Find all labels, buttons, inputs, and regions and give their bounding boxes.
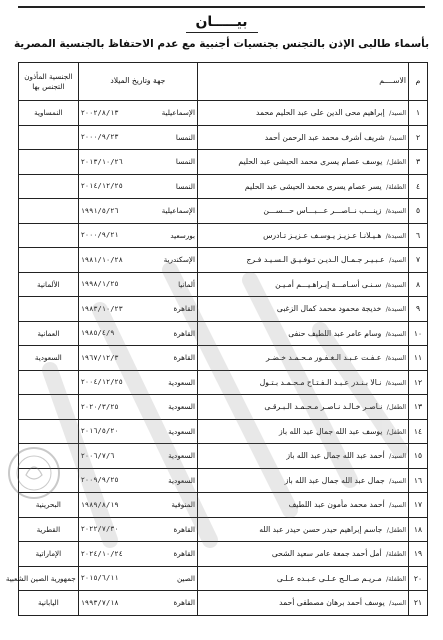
table-row bbox=[19, 591, 428, 616]
applicant-name: أحمد محمد مأمون عبد اللطيف bbox=[288, 500, 385, 510]
applicant-name: جمال عبد الله جمال عبد الله باز bbox=[284, 475, 385, 485]
applicant-title: السيد/ bbox=[389, 501, 406, 510]
birth-date: ٢٠٠٦/٧/٦ bbox=[78, 444, 138, 469]
nationality bbox=[19, 297, 79, 322]
applicant-name-cell bbox=[198, 199, 409, 224]
birth-place: الإسكندرية bbox=[138, 248, 198, 273]
applicant-name: يوسف عبد الله جمال عبد الله باز bbox=[278, 426, 383, 436]
table-header-row bbox=[19, 63, 428, 101]
applicant-name-cell bbox=[198, 468, 409, 493]
applicant-title: السيدة/ bbox=[385, 305, 406, 314]
table-row bbox=[19, 297, 428, 322]
table-row bbox=[19, 223, 428, 248]
table-row bbox=[19, 517, 428, 542]
applicant-name: أمل أحمد جمعة عامر سعيد الشحى bbox=[271, 549, 382, 559]
birth-date: ١٩٩١/٥/٢٦ bbox=[78, 199, 138, 224]
birth-date: ١٩٩٣/٧/١٨ bbox=[78, 591, 138, 616]
birth-place: المنوفية bbox=[138, 493, 198, 518]
nationality: الإماراتية bbox=[19, 542, 79, 567]
applicant-title: السيدة/ bbox=[385, 231, 406, 240]
birth-place: السعودية bbox=[138, 395, 198, 420]
row-number: ٣ bbox=[409, 150, 428, 175]
table-row bbox=[19, 321, 428, 346]
row-number: ٥ bbox=[409, 199, 428, 224]
applicant-name: شريف أشرف محمد عبد الرحمن أحمد bbox=[264, 132, 385, 142]
applicant-name-cell bbox=[198, 346, 409, 371]
applicant-title: الطفل/ bbox=[386, 525, 406, 534]
birth-place: الصين bbox=[138, 566, 198, 591]
birth-place: القاهرة bbox=[138, 517, 198, 542]
birth-date: ٢٠١٤/١٢/٢٥ bbox=[78, 174, 138, 199]
birth-date: ٢٠٠٤/١٢/٢٥ bbox=[78, 370, 138, 395]
table-row bbox=[19, 395, 428, 420]
birth-place: ألمانيا bbox=[138, 272, 198, 297]
birth-date: ٢٠١٣/١٠/٢٦ bbox=[78, 150, 138, 175]
birth-place: القاهرة bbox=[138, 542, 198, 567]
row-number: ٧ bbox=[409, 248, 428, 273]
nationality bbox=[19, 150, 79, 175]
birth-date: ٢٠٠٩/٩/٢٥ bbox=[78, 468, 138, 493]
applicant-name-cell bbox=[198, 395, 409, 420]
birth-place: القاهرة bbox=[138, 321, 198, 346]
birth-place: النمسا bbox=[138, 174, 198, 199]
document-subheading: بأسماء طالبى الإذن بالتجنس بجنسيات أجنبية مع عدم الاحتفاظ بالجنسية المصرية bbox=[13, 38, 430, 50]
applicant-name: خديجة محمود محمد كمال الزغبى bbox=[276, 304, 382, 314]
table-row bbox=[19, 174, 428, 199]
applicant-name-cell bbox=[198, 272, 409, 297]
applicant-name: نـالا بـنـدر عـبـد الـفـتـاح مـحـمـد بـتـول bbox=[259, 377, 382, 387]
applicant-name: إبراهيم محى الدين على عبد الحليم محمد bbox=[256, 108, 385, 118]
birth-place: السعودية bbox=[138, 370, 198, 395]
nationality bbox=[19, 444, 79, 469]
nationality bbox=[19, 248, 79, 273]
birth-place: السعودية bbox=[138, 468, 198, 493]
applicant-title: الطفلة/ bbox=[386, 550, 406, 559]
applicant-name-cell bbox=[198, 444, 409, 469]
birth-place: القاهرة bbox=[138, 346, 198, 371]
applicant-title: الطفل/ bbox=[386, 427, 406, 436]
column-header-name: الاســــم bbox=[198, 63, 409, 101]
applicant-name: يوسف أحمد برهان مصطفى أحمد bbox=[279, 598, 385, 608]
birth-date: ٢٠١٥/٦/١١ bbox=[78, 566, 138, 591]
applicant-name-cell bbox=[198, 566, 409, 591]
table-row bbox=[19, 272, 428, 297]
applicant-title: السيد/ bbox=[389, 599, 406, 608]
birth-place: السعودية bbox=[138, 419, 198, 444]
birth-place: الإسماعيلية bbox=[138, 199, 198, 224]
nationality bbox=[19, 370, 79, 395]
applicant-name-cell bbox=[198, 542, 409, 567]
applicant-name-cell bbox=[198, 370, 409, 395]
birth-date: ١٩٦٧/١٢/٣ bbox=[78, 346, 138, 371]
birth-date: ١٩٨١/١٠/٢٨ bbox=[78, 248, 138, 273]
row-number: ٢٠ bbox=[409, 566, 428, 591]
applicant-name-cell bbox=[198, 297, 409, 322]
birth-date: ٢٠٢٠/٣/٢٥ bbox=[78, 395, 138, 420]
row-number: ٨ bbox=[409, 272, 428, 297]
birth-place: النمسا bbox=[138, 150, 198, 175]
applicant-title: السيد/ bbox=[389, 476, 406, 485]
applicant-name-cell bbox=[198, 493, 409, 518]
table-row bbox=[19, 346, 428, 371]
row-number: ١٧ bbox=[409, 493, 428, 518]
table-row bbox=[19, 468, 428, 493]
nationality: البحرينية bbox=[19, 493, 79, 518]
nationality: السعودية bbox=[19, 346, 79, 371]
birth-date: ١٩٨٣/١٠/٢٣ bbox=[78, 297, 138, 322]
birth-place: النمسا bbox=[138, 125, 198, 150]
top-rule bbox=[18, 6, 425, 8]
applicant-name-cell bbox=[198, 223, 409, 248]
applicant-name-cell bbox=[198, 125, 409, 150]
applicant-name-cell bbox=[198, 248, 409, 273]
applicant-name: جاسم إبراهيم حيدر حسن حيدر عبد الله bbox=[259, 524, 383, 534]
applicant-name: سـنـى أسـامـــة إبـراهـيـــم أمـيـن bbox=[275, 279, 382, 289]
birth-place: السعودية bbox=[138, 444, 198, 469]
birth-date: ٢٠٠٠/٩/٢١ bbox=[78, 223, 138, 248]
nationality: القطرية bbox=[19, 517, 79, 542]
table-row bbox=[19, 370, 428, 395]
column-header-birth: جهة وتاريخ الميلاد bbox=[78, 63, 197, 101]
nationality bbox=[19, 125, 79, 150]
nationality bbox=[19, 174, 79, 199]
row-number: ١٥ bbox=[409, 444, 428, 469]
table-row bbox=[19, 566, 428, 591]
table-row bbox=[19, 150, 428, 175]
applicant-title: السيدة/ bbox=[385, 354, 406, 363]
birth-date: ٢٠٢٤/١٠/٢٤ bbox=[78, 542, 138, 567]
applicant-title: السيد/ bbox=[389, 109, 406, 118]
applicant-name: عـبـيـر جـمـال الـديـن تـوفـيـق الـسـيـد فـرج bbox=[246, 255, 385, 265]
birth-date: ١٩٨٩/٨/١٩ bbox=[78, 493, 138, 518]
birth-place: القاهرة bbox=[138, 591, 198, 616]
document-heading: بيـــــان bbox=[195, 14, 248, 30]
applicants-table bbox=[5, 62, 428, 616]
row-number: ٤ bbox=[409, 174, 428, 199]
row-number: ١٣ bbox=[409, 395, 428, 420]
birth-date: ١٩٨٥/٤/٩ bbox=[78, 321, 138, 346]
applicant-name-cell bbox=[198, 101, 409, 126]
row-number: ١٢ bbox=[409, 370, 428, 395]
table-row bbox=[19, 199, 428, 224]
applicant-name: أحمد عبد الله جمال عبد الله باز bbox=[286, 451, 385, 461]
table-row bbox=[19, 419, 428, 444]
birth-place: بورسعيد bbox=[138, 223, 198, 248]
row-number: ١٠ bbox=[409, 321, 428, 346]
applicant-title: الطفل/ bbox=[386, 403, 406, 412]
applicant-name-cell bbox=[198, 419, 409, 444]
birth-date: ٢٠٠٠/٩/٢٣ bbox=[78, 125, 138, 150]
nationality bbox=[19, 468, 79, 493]
applicant-title: السيدة/ bbox=[385, 329, 406, 338]
column-header-number: م bbox=[409, 63, 428, 101]
nationality bbox=[19, 395, 79, 420]
table-row bbox=[19, 101, 428, 126]
applicant-title: السيدة/ bbox=[385, 378, 406, 387]
applicant-name-cell bbox=[198, 174, 409, 199]
row-number: ١٩ bbox=[409, 542, 428, 567]
applicant-title: الطفلة/ bbox=[386, 574, 406, 583]
applicant-name: نـاصـر خـالـد نـاصـر مـحـمـد الـبـرقـى bbox=[264, 402, 383, 412]
applicant-name: وسام عامر عبد اللطيف حنفى bbox=[288, 328, 382, 338]
applicant-name: عـفـت عـبـد الـغـفـور مـحـمـد خـضـر bbox=[266, 353, 382, 363]
nationality: جمهورية الصين الشعبية bbox=[19, 566, 79, 591]
applicant-title: السيدة/ bbox=[385, 207, 406, 216]
applicant-name: هـيـلانـا عـزيـز يـوسـف عـزيـز تـادرس bbox=[263, 230, 382, 240]
row-number: ١٨ bbox=[409, 517, 428, 542]
nationality: النمساوية bbox=[19, 101, 79, 126]
applicant-name-cell bbox=[198, 517, 409, 542]
birth-place: الإسماعيلية bbox=[138, 101, 198, 126]
heading-underline bbox=[186, 32, 258, 33]
row-number: ١٤ bbox=[409, 419, 428, 444]
table-row bbox=[19, 542, 428, 567]
applicant-name-cell bbox=[198, 150, 409, 175]
applicant-name: يسر عصام يسرى محمد الحيشى عبد الحليم bbox=[244, 181, 382, 191]
nationality: العمانية bbox=[19, 321, 79, 346]
applicant-name: مـريـم صـالـح عـلـى عـبـده عـلـى bbox=[276, 573, 382, 583]
table-row bbox=[19, 125, 428, 150]
row-number: ٢١ bbox=[409, 591, 428, 616]
row-number: ١ bbox=[409, 101, 428, 126]
column-header-nationality: الجنسية المأذون التجنس بها bbox=[19, 63, 79, 101]
table-row bbox=[19, 444, 428, 469]
nationality bbox=[19, 199, 79, 224]
birth-place: القاهرة bbox=[138, 297, 198, 322]
table-row bbox=[19, 248, 428, 273]
applicant-name-cell bbox=[198, 591, 409, 616]
nationality bbox=[19, 223, 79, 248]
row-number: ٢ bbox=[409, 125, 428, 150]
applicant-title: السيد/ bbox=[389, 256, 406, 265]
birth-date: ١٩٩٨/١/٢٥ bbox=[78, 272, 138, 297]
table-row bbox=[19, 493, 428, 518]
applicant-title: الطفلة/ bbox=[386, 182, 406, 191]
row-number: ٦ bbox=[409, 223, 428, 248]
row-number: ٩ bbox=[409, 297, 428, 322]
nationality: الألمانية bbox=[19, 272, 79, 297]
applicant-title: السيدة/ bbox=[385, 280, 406, 289]
applicant-name: يوسف عصام يسرى محمد الحيشى عبد الحليم bbox=[238, 157, 383, 167]
applicant-title: الطفل/ bbox=[386, 158, 406, 167]
applicant-title: السيد/ bbox=[389, 452, 406, 461]
row-number: ١١ bbox=[409, 346, 428, 371]
birth-date: ٢٠٢٢/٧/٣٠ bbox=[78, 517, 138, 542]
applicant-name-cell bbox=[198, 321, 409, 346]
applicant-name: زينـــب نــاصـــر عـــبـــاس حـــســـن bbox=[263, 206, 382, 216]
birth-date: ٢٠٠٢/٨/١٣ bbox=[78, 101, 138, 126]
row-number: ١٦ bbox=[409, 468, 428, 493]
nationality bbox=[19, 419, 79, 444]
birth-date: ٢٠١٦/٥/٢٠ bbox=[78, 419, 138, 444]
nationality: اليابانية bbox=[19, 591, 79, 616]
applicant-title: السيد/ bbox=[389, 133, 406, 142]
